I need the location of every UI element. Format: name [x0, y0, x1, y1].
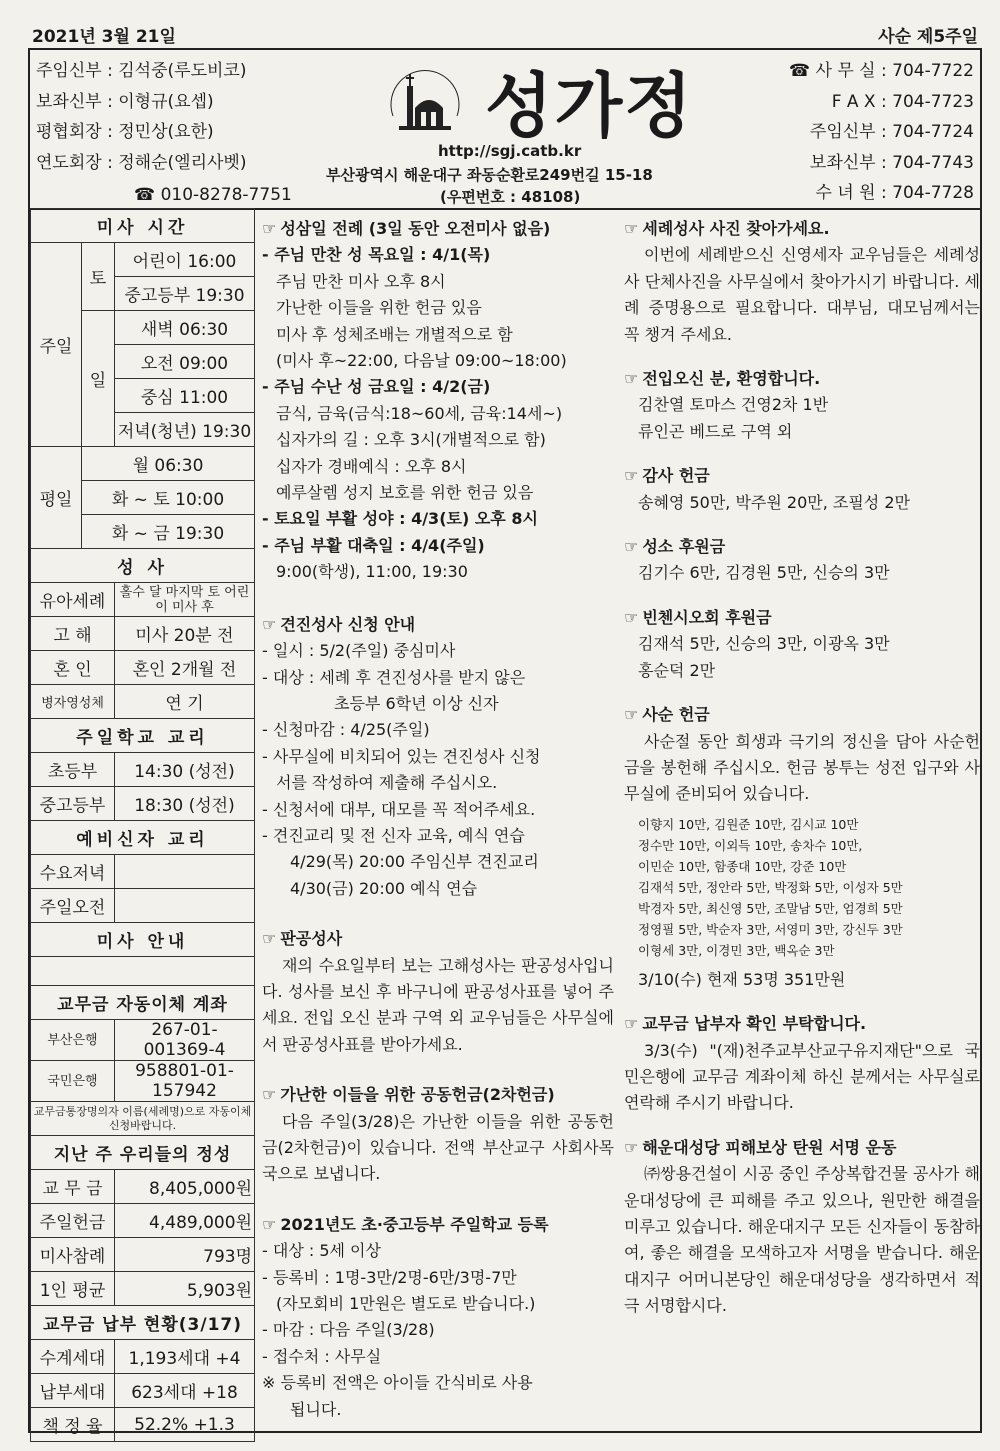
account-note: 교무금통장명의자 이름(세례명)으로 자동이체 신청바랍니다. [31, 1102, 255, 1136]
account-number: 267-01-001369-4 [115, 1020, 255, 1061]
pointing-hand-icon: ☞ [262, 614, 277, 634]
sacrament-name: 병자영성체 [31, 685, 115, 719]
pointing-hand-icon: ☞ [624, 369, 639, 389]
sacrament-value: 홀수 달 마지막 토 어린이 미사 후 [115, 583, 255, 617]
second-collection-section [262, 1082, 614, 1188]
detail-line: 김재석 5만, 신승의 3만, 이광옥 3만 [638, 634, 890, 654]
mass-row: 중고등부 19:30 [115, 277, 255, 311]
offering-value: 5,903원 [115, 1272, 255, 1306]
section-title: ☞ 감사 헌금 [624, 466, 710, 486]
offering-name: 1인 평균 [31, 1272, 115, 1306]
detail-line: 홍순덕 2만 [638, 660, 716, 680]
mass-row: 화 ~ 토 10:00 [82, 481, 255, 515]
section-title: ☞ 견진성사 신청 안내 [262, 614, 416, 634]
masthead: 성가정 [485, 65, 694, 147]
detail-line: 김기수 6만, 김경원 5만, 신승의 3만 [638, 563, 890, 583]
contact-row: 주임신부 : 704-7724 [809, 122, 974, 142]
staff-row: 보좌신부 : 이형규(요셉) [36, 91, 214, 112]
mass-guide-title: 미사 안내 [31, 923, 255, 957]
section-title: ☞ 교무금 납부자 확인 부탁합니다. [624, 1014, 867, 1034]
offering-name: 주일헌금 [31, 1204, 115, 1238]
detail-line: - 등록비 : 1명-3만/2명-6만/3명-7만 [262, 1267, 517, 1287]
detail-line: 9:00(학생), 11:00, 19:30 [276, 562, 468, 582]
catechumen-name: 주일오전 [31, 889, 115, 923]
offering-name: 교 무 금 [31, 1170, 115, 1204]
left-sidebar [30, 208, 255, 1442]
pointing-hand-icon: ☞ [624, 607, 639, 627]
detail-line: - 신청서에 대부, 대모를 꼭 적어주세요. [262, 799, 536, 819]
address: 부산광역시 해운대구 좌동순환로249번길 15-18 [326, 166, 653, 184]
mass-row: 저녁(청년) 19:30 [115, 413, 255, 447]
heading-line: - 주님 만찬 성 목요일 : 4/1(목) [262, 245, 491, 265]
catechumen-name: 수요저녁 [31, 855, 115, 889]
donor-line: 김재석 5만, 정안라 5만, 박정화 5만, 이성자 5만 [638, 879, 903, 895]
detail-line: - 대상 : 5세 이상 [262, 1241, 381, 1261]
pointing-hand-icon: ☞ [262, 1085, 277, 1105]
tithe-check-section [624, 1011, 980, 1117]
saturday-label: 토 [82, 243, 115, 311]
detail-line: 김찬열 토마스 건영2차 1반 [638, 395, 829, 415]
confession-section [262, 926, 614, 1058]
section-title: ☞ 성삼일 전례 (3일 동안 오전미사 없음) [262, 219, 551, 238]
church-logo-icon [385, 56, 465, 146]
detail-line: 초등부 6학년 이상 신자 [334, 693, 499, 713]
sunday-day-label: 일 [82, 311, 115, 447]
issue-date: 2021년 3월 21일 [32, 27, 176, 47]
donor-line: 이향지 10만, 김원준 10만, 김시교 10만 [638, 816, 859, 832]
section-title: ☞ 2021년도 초·중고등부 주일학교 등록 [262, 1214, 549, 1234]
staff-row: 평협회장 : 정민상(요한) [36, 122, 214, 142]
mass-row: 중심 11:00 [115, 379, 255, 413]
school-name: 초등부 [31, 753, 115, 787]
detail-line: ※ 등록비 전액은 아이들 간식비로 사용 [262, 1373, 533, 1393]
school-title: 주일학교 교리 [31, 719, 255, 753]
triduum-section [262, 216, 614, 586]
detail-line: (미사 후~22:00, 다음날 09:00~18:00) [276, 351, 567, 371]
detail-line: 미사 후 성체조배는 개별적으로 함 [276, 324, 513, 344]
website-link[interactable]: http://sgj.catb.kr [438, 142, 582, 160]
detail-line: 4/29(목) 20:00 주임신부 견진교리 [290, 852, 539, 872]
sacrament-name: 고 해 [31, 617, 115, 651]
sunday-school-section [262, 1212, 614, 1423]
detail-line: 됩니다. [290, 1399, 342, 1419]
petition-section [624, 1135, 980, 1320]
section-title: ☞ 판공성사 [262, 929, 343, 949]
detail-line: 주님 만찬 미사 오후 8시 [276, 271, 446, 291]
pointing-hand-icon: ☞ [624, 705, 639, 725]
detail-line: - 일시 : 5/2(주일) 중심미사 [262, 641, 456, 661]
mass-row: 화 ~ 금 19:30 [82, 515, 255, 549]
sunday-label: 주일 [31, 243, 82, 447]
section-title: ☞ 빈첸시오회 후원금 [624, 607, 772, 627]
detail-line: 금식, 금육(금식:18~60세, 금육:14세~) [276, 403, 563, 423]
section-body: 사순절 동안 희생과 극기의 정신을 담아 사순헌금을 봉헌해 주십시오. 헌금 봉투는 성전 입구와 사무실에 준비되어 있습니다. [624, 731, 980, 804]
offering-name: 미사참례 [31, 1238, 115, 1272]
mass-row: 어린이 16:00 [115, 243, 255, 277]
weekday-label: 평일 [31, 447, 82, 549]
contact-row: 보좌신부 : 704-7743 [809, 152, 974, 173]
status-name: 수계세대 [31, 1340, 115, 1374]
heading-line: - 주님 수난 성 금요일 : 4/2(금) [262, 377, 491, 397]
section-title: ☞ 세례성사 사진 찾아가세요. [624, 219, 830, 238]
welcome-section [624, 366, 980, 445]
detail-line: - 신청마감 : 4/25(주일) [262, 720, 430, 740]
sacrament-value: 혼인 2개월 전 [115, 651, 255, 685]
mass-row: 월 06:30 [82, 447, 255, 481]
detail-line: - 마감 : 다음 주일(3/28) [262, 1320, 435, 1340]
detail-line: 서를 작성하여 제출해 주십시오. [276, 773, 498, 793]
account-title: 교무금 자동이체 계좌 [31, 986, 255, 1020]
donor-line: 이형세 3만, 이경민 3만, 백옥순 3만 [638, 942, 835, 958]
detail-line: 4/30(금) 20:00 예식 연습 [290, 878, 478, 898]
liturgical-week: 사순 제5주일 [878, 27, 978, 47]
account-number: 958801-01-157942 [115, 1061, 255, 1102]
status-title: 교무금 납부 현황(3/17) [31, 1306, 255, 1340]
detail-line: 류인곤 베드로 구역 외 [638, 421, 793, 441]
offering-value: 4,489,000원 [115, 1204, 255, 1238]
pointing-hand-icon: ☞ [624, 537, 639, 557]
mass-row: 새벽 06:30 [115, 311, 255, 345]
right-column [624, 216, 980, 1338]
pointing-hand-icon: ☞ [624, 219, 639, 238]
mass-time-title: 미사 시간 [31, 209, 255, 243]
status-value: 623세대 +18 [115, 1374, 255, 1408]
staff-row: 주임신부 : 김석중(루도비코) [36, 61, 247, 81]
sacrament-name: 혼 인 [31, 651, 115, 685]
section-title: ☞ 사순 헌금 [624, 705, 710, 725]
bulletin-frame [28, 48, 982, 1437]
detail-line: 예루살렘 성지 보호를 위한 헌금 있음 [276, 483, 534, 503]
vocation-section [624, 534, 980, 587]
bank-name: 부산은행 [31, 1020, 115, 1061]
info-table [30, 208, 255, 1442]
mass-row: 오전 09:00 [115, 345, 255, 379]
bank-name: 국민은행 [31, 1061, 115, 1102]
section-title: ☞ 해운대성당 피해보상 탄원 서명 운동 [624, 1137, 897, 1157]
status-value: 1,193세대 +4 [115, 1340, 255, 1374]
donor-line: 이민순 10만, 함종대 10만, 강준 10만 [638, 858, 847, 874]
section-body: ㈜쌍용건설이 시공 중인 주상복합건물 공사가 해운대성당에 큰 피해를 주고 있으나, 원만한 해결을 미루고 있습니다. 해운대지구 모든 신자들이 동참하여, 좋은 해결을 모색하고자 서명을 받습니다. 해운대지구 어머니본당인 해운대성당을 생각하면서 적극 서명합시다. [624, 1164, 980, 1316]
detail-line: 십자가 경배예식 : 오후 8시 [276, 456, 467, 476]
contact-row: ☎ 사 무 실 : 704-7722 [788, 61, 974, 81]
section-body: 재의 수요일부터 보는 고해성사는 판공성사입니다. 성사를 보신 후 바구니에 판공성사표를 넣어 주세요. 전입 오신 분과 구역 외 교우님들은 사무실에서 판공성사표를 받아가세요. [262, 955, 614, 1054]
pointing-hand-icon: ☞ [624, 466, 639, 486]
heading-line: - 주님 부활 대축일 : 4/4(주일) [262, 535, 485, 555]
school-time: 14:30 (성전) [115, 753, 255, 787]
status-name: 책 정 율 [31, 1408, 115, 1442]
pointing-hand-icon: ☞ [262, 1214, 277, 1234]
catechumen-title: 예비신자 교리 [31, 821, 255, 855]
zipcode: (우편번호 : 48108) [440, 188, 581, 206]
section-body: 이번에 세례받으신 신영세자 교우님들은 세례성사 단체사진을 사무실에서 찾아가시기 바랍니다. 세례 증명용으로 필요합니다. 대부님, 대모님께서는 꼭 챙겨 주세요. [624, 245, 980, 344]
staff-row: 연도회장 : 정해순(엘리사벳) [36, 152, 247, 173]
sacrament-name: 유아세례 [31, 583, 115, 617]
pointing-hand-icon: ☞ [624, 1137, 639, 1157]
heading-line: - 토요일 부활 성야 : 4/3(토) 오후 8시 [262, 509, 538, 529]
pointing-hand-icon: ☞ [262, 929, 277, 949]
status-value: 52.2% +1.3 [115, 1408, 255, 1442]
detail-line: 가난한 이들을 위한 헌금 있음 [276, 298, 482, 318]
detail-line: 송혜영 50만, 박주원 20만, 조필성 2만 [638, 492, 910, 512]
catechumen-time [115, 855, 255, 889]
catechumen-time [115, 889, 255, 923]
mass-guide-body [31, 957, 255, 986]
status-name: 납부세대 [31, 1374, 115, 1408]
offering-value: 793명 [115, 1238, 255, 1272]
school-time: 18:30 (성전) [115, 787, 255, 821]
sacrament-value: 미사 20분 전 [115, 617, 255, 651]
detail-line: - 사무실에 비치되어 있는 견진성사 신청 [262, 746, 541, 766]
pointing-hand-icon: ☞ [262, 219, 277, 238]
pointing-hand-icon: ☞ [624, 1014, 639, 1034]
detail-line: - 견진교리 및 전 신자 교육, 예식 연습 [262, 825, 525, 845]
middle-column [262, 216, 614, 1441]
staff-list [36, 56, 292, 205]
detail-line: 십자가의 길 : 오후 3시(개별적으로 함) [276, 430, 546, 450]
contact-row: 수 녀 원 : 704-7728 [815, 183, 974, 203]
offering-total: 3/10(수) 현재 53명 351만원 [638, 969, 846, 989]
donor-line: 정영필 5만, 박순자 3만, 서영미 3만, 강신두 3만 [638, 921, 903, 937]
offering-title: 지난 주 우리들의 정성 [31, 1136, 255, 1170]
detail-line: - 대상 : 세례 후 견진성사를 받지 않은 [262, 667, 526, 687]
school-name: 중고등부 [31, 787, 115, 821]
section-title: ☞ 전입오신 분, 환영합니다. [624, 369, 821, 389]
thanks-offering-section [624, 463, 980, 516]
offering-value: 8,405,000원 [115, 1170, 255, 1204]
top-bar [28, 22, 978, 48]
detail-line: (자모회비 1만원은 별도로 받습니다.) [276, 1294, 536, 1314]
header [30, 50, 980, 210]
lent-offering-section [624, 702, 980, 993]
baptism-photo-section [624, 216, 980, 348]
section-body: 다음 주일(3/28)은 가난한 이들을 위한 공동헌금(2차헌금)이 있습니다. 전액 부산교구 사회사목국으로 보냅니다. [262, 1111, 614, 1184]
vincent-section [624, 605, 980, 684]
contact-row: F A X : 704-7723 [831, 91, 974, 112]
section-title: ☞ 성소 후원금 [624, 537, 726, 557]
sacrament-value: 연 기 [115, 685, 255, 719]
section-body: 3/3(수) "(재)천주교부산교구유지재단"으로 국민은행에 교무금 계좌이체 하신 분께서는 사무실로 연락해 주시기 바랍니다. [624, 1040, 980, 1113]
sacrament-title: 성 사 [31, 549, 255, 583]
staff-phone: ☎ 010-8278-7751 [134, 185, 292, 205]
detail-line: - 접수처 : 사무실 [262, 1346, 382, 1366]
donor-line: 정수만 10만, 이외득 10만, 송차수 10만, [638, 837, 863, 853]
donor-line: 박경자 5만, 최신영 5만, 조말남 5만, 엄경희 5만 [638, 900, 903, 916]
contact-list [789, 56, 974, 209]
section-title: ☞ 가난한 이들을 위한 공동헌금(2차헌금) [262, 1085, 555, 1105]
confirmation-section [262, 612, 614, 902]
